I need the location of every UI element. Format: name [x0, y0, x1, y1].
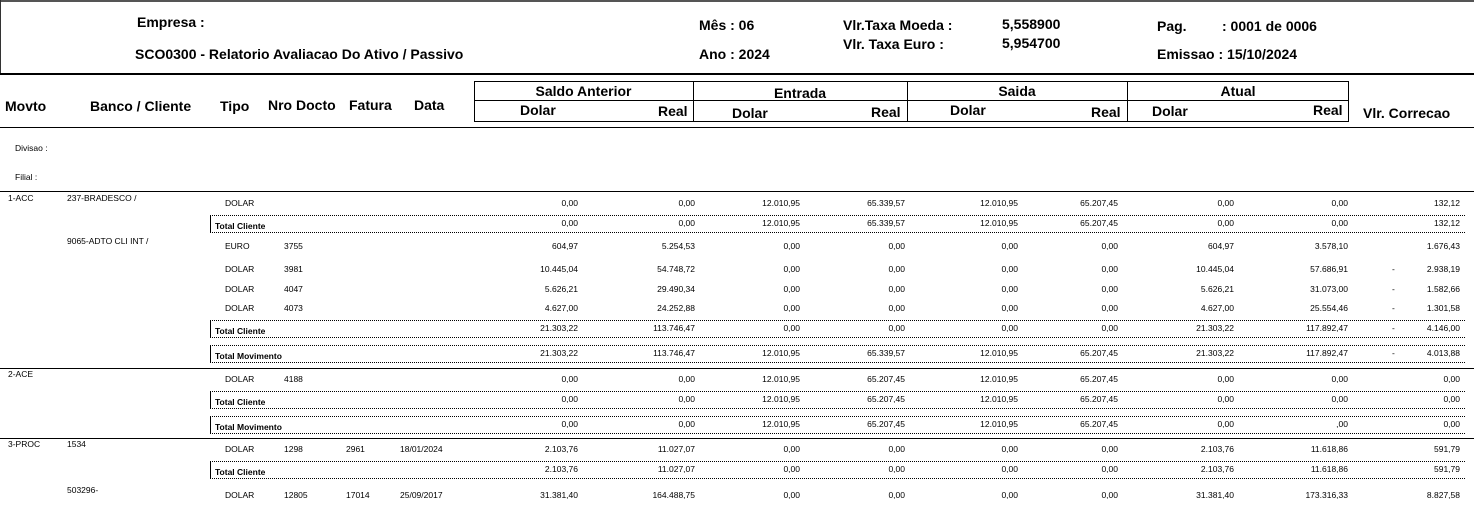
row-correcao: 4.146,00 [1426, 323, 1460, 333]
page-top-border [0, 0, 1474, 2]
row-value: 29.490,34 [657, 284, 695, 294]
row-value: 0,00 [1331, 394, 1348, 404]
ano-field: Ano : 2024 [699, 46, 770, 62]
row-nro-docto: 4188 [284, 374, 303, 384]
row-value: 0,00 [1217, 419, 1234, 429]
row-value: 11.618,86 [1310, 464, 1348, 474]
row-value: 12.010,95 [762, 394, 800, 404]
row-value: 21.303,22 [540, 348, 578, 358]
row-value: 2.103,76 [544, 444, 578, 454]
row-value: 11.027,07 [657, 444, 695, 454]
row-value: 0,00 [1001, 444, 1018, 454]
total-label: Total Cliente [215, 397, 266, 407]
row-nro-docto: 4073 [284, 303, 303, 313]
col-fatura: Fatura [349, 97, 392, 113]
row-value: 0,00 [888, 444, 905, 454]
row-cliente: 1534 [67, 439, 86, 449]
row-value: 0,00 [561, 374, 578, 384]
row-value: 0,00 [678, 198, 695, 208]
row-correcao: 2.938,19 [1426, 264, 1460, 274]
row-value: 0,00 [1217, 198, 1234, 208]
row-value: 65.207,45 [1080, 419, 1118, 429]
row-sign: - [1392, 323, 1395, 333]
row-value: 65.207,45 [1080, 348, 1118, 358]
section-rule-3 [0, 438, 1474, 439]
row-value: 0,00 [1001, 490, 1018, 500]
row-nro-docto: 3981 [284, 264, 303, 274]
report-title: SCO0300 - Relatorio Avaliacao Do Ativo / Passivo [135, 46, 464, 62]
row-value: 164.488,75 [652, 490, 695, 500]
col-entrada: Entrada [773, 85, 827, 101]
row-value: 65.339,57 [867, 198, 905, 208]
row-value: 65.207,45 [867, 394, 905, 404]
row-value: 12.010,95 [980, 374, 1018, 384]
row-value: 0,00 [1001, 323, 1018, 333]
row-value: 21.303,22 [1196, 348, 1234, 358]
row-value: 65.207,45 [1080, 374, 1118, 384]
row-value: 0,00 [1331, 374, 1348, 384]
row-movto: 3-PROC [8, 439, 41, 449]
row-value: 0,00 [888, 241, 905, 251]
row-fatura: 2961 [346, 444, 365, 454]
filial-label: Filial : [15, 172, 38, 182]
row-value: 54.748,72 [657, 264, 695, 274]
row-value: 0,00 [1101, 241, 1118, 251]
row-correcao: 0,00 [1443, 394, 1460, 404]
row-tipo: DOLAR [225, 264, 255, 274]
total-label: Total Cliente [215, 221, 266, 231]
row-value: 65.339,57 [867, 218, 905, 228]
col-nro-docto: Nro Docto [268, 97, 336, 113]
row-value: 0,00 [888, 464, 905, 474]
row-value: 0,00 [1001, 464, 1018, 474]
row-value: 5.626,21 [1200, 284, 1234, 294]
row-cliente: 503296- [67, 485, 99, 495]
taxa-moeda-value: 5,558900 [1002, 16, 1061, 32]
row-value: 117.892,47 [1306, 323, 1348, 333]
row-nro-docto: 3755 [284, 241, 303, 251]
col-data: Data [414, 97, 445, 113]
row-value: 2.103,76 [544, 464, 578, 474]
row-value: 0,00 [1217, 218, 1234, 228]
row-value: 12.010,95 [980, 198, 1018, 208]
row-value: 0,00 [783, 303, 800, 313]
row-value: 0,00 [783, 323, 800, 333]
row-value: 113.746,47 [653, 348, 695, 358]
row-value: 12.010,95 [980, 348, 1018, 358]
total-label: Total Cliente [215, 467, 266, 477]
row-value: 0,00 [1217, 394, 1234, 404]
row-value: 0,00 [783, 241, 800, 251]
row-value: 0,00 [1101, 490, 1118, 500]
col-saida-dolar: Dolar [950, 102, 986, 118]
row-value: 0,00 [1101, 464, 1118, 474]
taxa-euro-value: 5,954700 [1002, 35, 1061, 51]
row-nro-docto: 1298 [284, 444, 303, 454]
pag-label: Pag. [1157, 18, 1187, 34]
row-value: 11.618,86 [1310, 444, 1348, 454]
row-value: 65.207,45 [867, 419, 905, 429]
row-value: 0,00 [783, 490, 800, 500]
row-value: 0,00 [783, 444, 800, 454]
row-data: 18/01/2024 [400, 444, 443, 454]
row-value: 12.010,95 [762, 419, 800, 429]
row-value: 0,00 [1101, 284, 1118, 294]
row-value: 0,00 [1001, 303, 1018, 313]
row-value: 604,97 [1208, 241, 1234, 251]
column-header-divider [0, 127, 1474, 128]
divisao-label: Divisao : [15, 143, 48, 153]
row-correcao: 1.301,58 [1426, 303, 1460, 313]
row-cliente: 9065-ADTO CLI INT / [67, 236, 149, 246]
col-tipo: Tipo [220, 98, 250, 114]
row-value: 12.010,95 [762, 374, 800, 384]
row-value: 12.010,95 [762, 218, 800, 228]
row-movto: 2-ACE [8, 369, 34, 379]
row-value: 0,00 [1101, 264, 1118, 274]
row-value: 0,00 [1001, 284, 1018, 294]
row-correcao: 4.013,88 [1426, 348, 1460, 358]
row-value: 0,00 [888, 264, 905, 274]
row-correcao: 591,79 [1434, 464, 1460, 474]
row-value: 0,00 [888, 323, 905, 333]
taxa-euro-label: Vlr. Taxa Euro : [843, 36, 944, 52]
row-value: 0,00 [1331, 218, 1348, 228]
row-data: 25/09/2017 [400, 490, 443, 500]
row-tipo: DOLAR [225, 198, 255, 208]
total-label: Total Movimento [215, 351, 282, 361]
row-value: 0,00 [888, 303, 905, 313]
row-value: 0,00 [1001, 264, 1018, 274]
row-correcao: 132,12 [1434, 218, 1460, 228]
row-value: 0,00 [561, 218, 578, 228]
row-sign: - [1392, 284, 1395, 294]
col-atual-dolar: Dolar [1152, 103, 1188, 119]
row-value: 0,00 [1001, 241, 1018, 251]
taxa-moeda-label: Vlr.Taxa Moeda : [843, 17, 953, 33]
row-value: 10.445,04 [1196, 264, 1234, 274]
row-value: 24.252,88 [657, 303, 695, 313]
header-divider [0, 73, 1474, 75]
row-tipo: DOLAR [225, 374, 255, 384]
row-value: 0,00 [1331, 198, 1348, 208]
row-correcao: 1.676,43 [1426, 241, 1460, 251]
row-value: 0,00 [678, 394, 695, 404]
mes-field: Mês : 06 [699, 17, 755, 33]
row-value: 0,00 [561, 198, 578, 208]
row-value: 2.103,76 [1200, 444, 1234, 454]
row-correcao: 0,00 [1443, 419, 1460, 429]
row-tipo: DOLAR [225, 303, 255, 313]
row-tipo: EURO [225, 241, 250, 251]
row-fatura: 17014 [346, 490, 370, 500]
col-saldo-dolar: Dolar [520, 102, 556, 118]
row-nro-docto: 4047 [284, 284, 303, 294]
row-value: 0,00 [561, 394, 578, 404]
total-label: Total Cliente [215, 326, 266, 336]
row-value: 0,00 [783, 464, 800, 474]
row-value: 0,00 [1101, 444, 1118, 454]
row-value: 21.303,22 [540, 323, 578, 333]
column-group-midline [474, 100, 1349, 101]
row-cliente: 237-BRADESCO / [67, 193, 137, 203]
row-value: 12.010,95 [980, 394, 1018, 404]
row-tipo: DOLAR [225, 490, 255, 500]
row-value: 0,00 [1217, 374, 1234, 384]
row-tipo: DOLAR [225, 444, 255, 454]
row-value: 31.073,00 [1310, 284, 1348, 294]
col-banco-cliente: Banco / Cliente [90, 98, 192, 114]
col-saldo-anterior: Saldo Anterior [535, 83, 632, 99]
row-value: 12.010,95 [980, 419, 1018, 429]
col-entrada-real: Real [871, 104, 901, 120]
row-sign: - [1392, 264, 1395, 274]
row-value: 0,00 [678, 419, 695, 429]
row-value: 11.027,07 [657, 464, 695, 474]
empresa-label: Empresa : [137, 14, 205, 30]
row-value: 0,00 [1101, 323, 1118, 333]
row-value: 65.207,45 [1080, 218, 1118, 228]
row-value: 173.316,33 [1305, 490, 1348, 500]
row-value: 65.207,45 [1080, 394, 1118, 404]
row-value: 2.103,76 [1200, 464, 1234, 474]
pag-value: : 0001 de 0006 [1222, 18, 1317, 34]
row-value: 65.207,45 [1080, 198, 1118, 208]
row-value: 0,00 [678, 218, 695, 228]
row-value: 0,00 [1101, 303, 1118, 313]
row-value: 4.627,00 [1200, 303, 1234, 313]
row-value: 0,00 [783, 264, 800, 274]
row-correcao: 591,79 [1434, 444, 1460, 454]
row-correcao: 0,00 [1443, 374, 1460, 384]
row-value: 31.381,40 [540, 490, 578, 500]
col-saldo-real: Real [658, 103, 688, 119]
row-value: 25.554,46 [1310, 303, 1348, 313]
col-vlr-correcao: Vlr. Correcao [1363, 105, 1451, 121]
row-value: ,00 [1336, 419, 1348, 429]
row-value: 5.626,21 [544, 284, 578, 294]
row-nro-docto: 12805 [284, 490, 308, 500]
row-correcao: 8.827,58 [1426, 490, 1460, 500]
page-left-border [0, 0, 1, 74]
row-value: 5.254,53 [661, 241, 695, 251]
row-value: 0,00 [783, 284, 800, 294]
row-value: 0,00 [678, 374, 695, 384]
col-entrada-dolar: Dolar [732, 105, 768, 121]
col-saida-real: Real [1091, 104, 1121, 120]
col-atual-real: Real [1313, 102, 1343, 118]
row-value: 12.010,95 [762, 198, 800, 208]
row-sign: - [1392, 348, 1395, 358]
col-atual: Atual [1220, 83, 1256, 99]
row-value: 113.746,47 [653, 323, 695, 333]
row-correcao: 1.582,66 [1426, 284, 1460, 294]
row-value: 0,00 [888, 490, 905, 500]
emissao-field: Emissao : 15/10/2024 [1157, 46, 1298, 62]
row-value: 0,00 [561, 419, 578, 429]
row-value: 0,00 [888, 284, 905, 294]
row-value: 10.445,04 [540, 264, 578, 274]
col-movto: Movto [5, 98, 47, 114]
row-value: 3.578,10 [1314, 241, 1348, 251]
section-rule-1 [0, 191, 1474, 192]
row-value: 65.207,45 [867, 374, 905, 384]
row-value: 31.381,40 [1196, 490, 1234, 500]
row-value: 117.892,47 [1306, 348, 1348, 358]
row-sign: - [1392, 303, 1395, 313]
row-value: 4.627,00 [544, 303, 578, 313]
total-label: Total Movimento [215, 422, 282, 432]
row-correcao: 132,12 [1434, 198, 1460, 208]
row-value: 12.010,95 [980, 218, 1018, 228]
row-movto: 1-ACC [8, 193, 34, 203]
row-tipo: DOLAR [225, 284, 255, 294]
row-value: 12.010,95 [762, 348, 800, 358]
row-value: 21.303,22 [1196, 323, 1234, 333]
section-rule-2 [0, 368, 1474, 369]
row-value: 604,97 [552, 241, 578, 251]
row-value: 65.339,57 [867, 348, 905, 358]
col-saida: Saida [998, 83, 1036, 99]
row-value: 57.686,91 [1310, 264, 1348, 274]
